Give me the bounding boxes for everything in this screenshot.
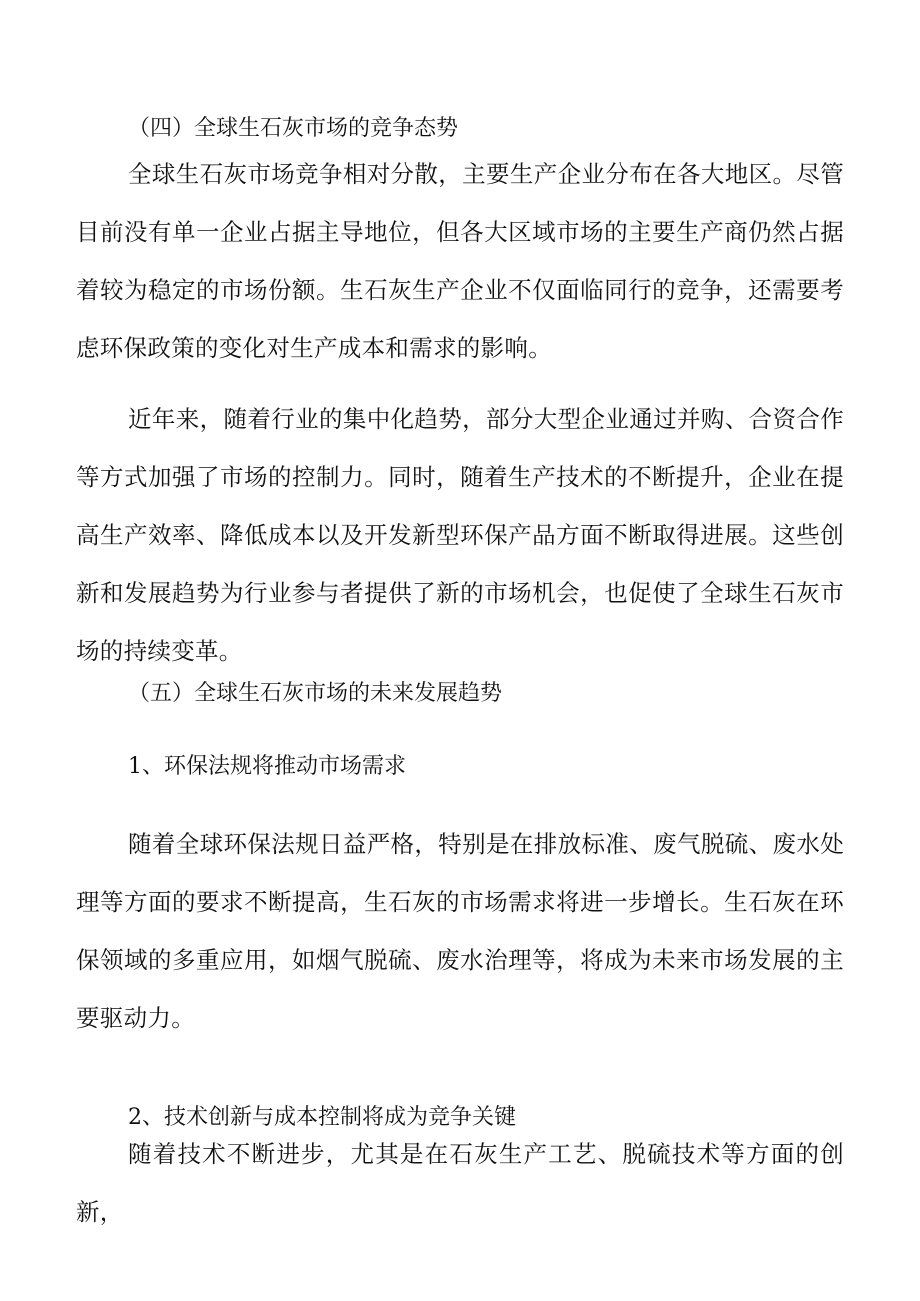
section-5-heading: （五）全球生石灰市场的未来发展趋势 — [128, 681, 503, 706]
section-4-paragraph-2: 近年来，随着行业的集中化趋势，部分大型企业通过并购、合资合作等方式加强了市场的控制力。同时，随着生产技术的不断提升，企业在提高生产效率、降低成本以及开发新型环保产品方面不断取得进展。这些创新和发展趋势为行业参与者提供了新的市场机会，也促使了全球生石灰市场的持续变革。 — [76, 405, 844, 665]
subsection-2-paragraph: 随着技术不断进步，尤其是在石灰生产工艺、脱硫技术等方面的创新， — [76, 1140, 844, 1226]
subsection-1-heading: 1、环保法规将推动市场需求 — [128, 754, 406, 779]
section-4-heading: （四）全球生石灰市场的竞争态势 — [128, 116, 459, 141]
section-4-paragraph-1: 全球生石灰市场竞争相对分散，主要生产企业分布在各大地区。尽管目前没有单一企业占据主导地位，但各大区域市场的主要生产商仍然占据着较为稳定的市场份额。生石灰生产企业不仅面临同行的竞争，还需要考虑环保政策的变化对生产成本和需求的影响。 — [76, 160, 844, 362]
subsection-2-heading: 2、技术创新与成本控制将成为竞争关键 — [128, 1105, 516, 1130]
subsection-1-paragraph: 随着全球环保法规日益严格，特别是在排放标准、废气脱硫、废水处理等方面的要求不断提高，生石灰的市场需求将进一步增长。生石灰在环保领域的多重应用，如烟气脱硫、废水治理等，将成为未来市场发展的主要驱动力。 — [76, 830, 844, 1032]
